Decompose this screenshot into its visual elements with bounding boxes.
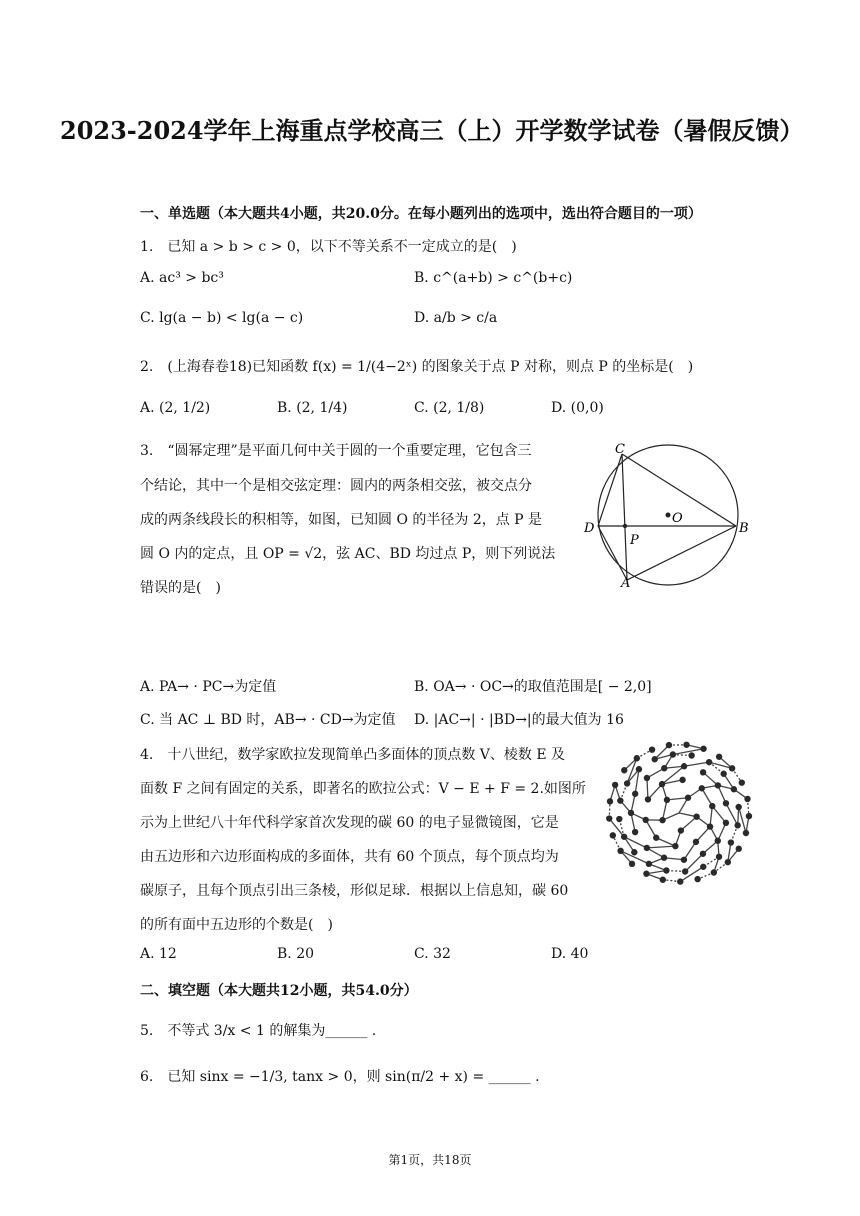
carbon-atom: [723, 800, 729, 806]
carbon-atom: [723, 820, 729, 826]
question-3-line-2: 个结论，其中一个是相交弦定理：圆内的两条相交弦，被交点分: [140, 478, 532, 494]
carbon-atom: [663, 867, 669, 873]
carbon-atom: [606, 815, 612, 821]
question-1-stem: 1. 已知 a > b > c > 0，以下不等关系不一定成立的是( ): [140, 239, 517, 255]
carbon-atom: [720, 771, 726, 777]
carbon-atom: [699, 785, 705, 791]
point-p: [623, 524, 627, 528]
carbon-atom: [652, 756, 658, 762]
question-2-option-a: A. (2, 1/2): [140, 400, 211, 416]
segment-ab: [627, 526, 736, 580]
carbon-atom: [731, 786, 737, 792]
question-4-line-2: 面数 F 之间有固定的关系，即著名的欧拉公式：V − E + F = 2.如图所: [140, 781, 586, 797]
carbon-atom: [659, 817, 665, 823]
carbon-atom: [734, 822, 740, 828]
carbon-atom: [653, 835, 659, 841]
segment-da: [598, 526, 627, 580]
carbon-atom: [644, 845, 650, 851]
carbon-atom: [715, 838, 721, 844]
carbon-atom: [631, 849, 637, 855]
question-4-line-5: 碳原子，且每个顶点引出三条棱，形似足球．根据以上信息知，碳 60: [140, 883, 569, 899]
page-title: 2023-2024学年上海重点学校高三（上）开学数学试卷（暑假反馈）: [60, 116, 804, 145]
carbon-atom: [624, 780, 630, 786]
carbon-atom: [621, 834, 627, 840]
question-3-option-d: D. |AC→| · |BD→|的最大值为 16: [414, 712, 624, 728]
carbon-atom: [632, 829, 638, 835]
carbon-atom: [707, 823, 713, 829]
question-3-line-3: 成的两条线段长的积相等，如图，已知圆 O 的半径为 2，点 P 是: [140, 512, 543, 528]
label-o: O: [672, 511, 683, 526]
carbon-atom: [616, 816, 622, 822]
carbon-atom: [736, 846, 742, 852]
carbon-atom: [612, 782, 618, 788]
carbon-atom: [649, 746, 655, 752]
carbon-atom: [709, 803, 715, 809]
label-c: C: [615, 442, 625, 457]
question-1-option-d: D. a/b > c/a: [414, 310, 498, 326]
carbon-atom: [700, 851, 706, 857]
carbon-atom: [646, 861, 652, 867]
carbon-atom: [644, 775, 650, 781]
label-b: B: [739, 521, 749, 536]
fullerene-bond: [684, 762, 709, 766]
chord-ca: [622, 454, 627, 580]
carbon-atom: [739, 779, 745, 785]
carbon-atom: [681, 857, 687, 863]
fullerene-bond: [647, 778, 648, 799]
carbon-60-fullerene-image: [604, 738, 754, 888]
section-fill-in-heading: 二、填空题（本大题共12小题，共54.0分）: [140, 983, 418, 999]
carbon-atom: [694, 876, 700, 882]
circle-chords-diagram: [580, 432, 760, 592]
question-1-option-a: A. ac³ > bc³: [140, 270, 224, 286]
question-6: 6. 已知 sinx = −1/3, tanx > 0，则 sin(π/2 + x) = ______ .: [140, 1069, 540, 1085]
question-3-option-c: C. 当 AC ⊥ BD 时，AB→ · CD→为定值: [140, 712, 396, 728]
question-3-line-4: 圆 O 内的定点，且 OP = √2，弦 AC、BD 均过点 P，则下列说法: [140, 546, 556, 562]
carbon-atom: [682, 868, 688, 874]
carbon-atom: [746, 813, 752, 819]
carbon-atom: [715, 782, 721, 788]
question-3-line-5: 错误的是( ): [140, 580, 221, 596]
question-1-option-c: C. lg(a − b) < lg(a − c): [140, 310, 304, 326]
carbon-atom: [659, 781, 665, 787]
question-4-line-4: 由五边形和六边形面构成的多面体，共有 60 个顶点，每个顶点均为: [140, 849, 559, 865]
carbon-atom: [716, 854, 722, 860]
question-3-option-b: B. OA→ · OC→的取值范围是[ − 2,0]: [414, 679, 652, 695]
fullerene-bond: [684, 842, 696, 860]
label-d: D: [584, 521, 595, 536]
question-2-option-c: C. (2, 1/8): [414, 400, 485, 416]
carbon-atom: [643, 871, 649, 877]
label-p: P: [630, 533, 639, 548]
carbon-atom: [693, 813, 699, 819]
question-1-option-b: B. c^(a+b) > c^(b+c): [414, 270, 573, 286]
fullerene-bond: [712, 806, 726, 823]
carbon-atom: [729, 765, 735, 771]
carbon-atom: [632, 791, 638, 797]
question-4-option-d: D. 40: [551, 946, 589, 962]
carbon-atom: [664, 797, 670, 803]
question-3-line-1: 3. “圆幂定理”是平面几何中关于圆的一个重要定理，它包含三: [140, 443, 532, 459]
carbon-atom: [666, 742, 672, 748]
carbon-atom: [685, 795, 691, 801]
carbon-atom: [628, 810, 634, 816]
carbon-atom: [728, 839, 734, 845]
carbon-atom: [683, 742, 689, 748]
carbon-atom: [679, 777, 685, 783]
carbon-atom: [725, 859, 731, 865]
question-4-option-c: C. 32: [414, 946, 451, 962]
carbon-atom: [688, 752, 694, 758]
carbon-atom: [670, 751, 676, 757]
carbon-atom: [636, 766, 642, 772]
carbon-atom: [607, 798, 613, 804]
question-3-option-a: A. PA→ · PC→为定值: [140, 679, 277, 695]
carbon-atom: [610, 832, 616, 838]
carbon-atom: [678, 827, 684, 833]
carbon-atom: [700, 769, 706, 775]
question-4-line-1: 4. 十八世纪，数学家欧拉发现简单凸多面体的顶点数 V、棱数 E 及: [140, 747, 566, 763]
carbon-atom: [617, 797, 623, 803]
carbon-atom: [700, 864, 706, 870]
carbon-atom: [617, 848, 623, 854]
question-4-option-a: A. 12: [140, 946, 177, 962]
question-2-option-b: B. (2, 1/4): [277, 400, 348, 416]
carbon-atom: [629, 861, 635, 867]
page-footer: 第1页，共18页: [388, 1153, 472, 1167]
carbon-atom: [643, 817, 649, 823]
point-o: [666, 513, 671, 518]
question-2-stem: 2. (上海春卷18)已知函数 f(x) = 1/(4−2ˣ) 的图象关于点 P 对称，则点 P 的坐标是( ): [140, 359, 694, 375]
carbon-atom: [660, 877, 666, 883]
carbon-atom: [744, 796, 750, 802]
carbon-atom: [716, 754, 722, 760]
segment-cd: [598, 454, 622, 526]
carbon-atom: [645, 796, 651, 802]
carbon-atom: [681, 763, 687, 769]
question-4-option-b: B. 20: [277, 946, 315, 962]
carbon-atom: [672, 843, 678, 849]
carbon-atom: [743, 830, 749, 836]
question-5: 5. 不等式 3/x < 1 的解集为______ .: [140, 1023, 377, 1039]
question-4-line-6: 的所有面中五边形的个数是( ): [140, 917, 333, 933]
carbon-atom: [706, 759, 712, 765]
carbon-atom: [661, 765, 667, 771]
question-4-line-3: 示为上世纪八十年代科学家首次发现的碳 60 的电子显微镜图，它是: [140, 815, 559, 831]
carbon-atom: [621, 767, 627, 773]
carbon-atom: [700, 746, 706, 752]
carbon-atom: [711, 869, 717, 875]
label-a: A: [621, 576, 631, 591]
question-2-option-d: D. (0,0): [551, 400, 604, 416]
carbon-atom: [661, 855, 667, 861]
carbon-atom: [693, 839, 699, 845]
fullerene-bond: [647, 846, 676, 848]
carbon-atom: [677, 878, 683, 884]
fullerene-bond: [739, 807, 746, 833]
carbon-atom: [634, 755, 640, 761]
section-single-choice-heading: 一、单选题（本大题共4小题，共20.0分。在每小题列出的选项中，选出符合题目的一项）: [140, 206, 702, 222]
carbon-atom: [735, 804, 741, 810]
fullerene-bond: [673, 749, 704, 755]
